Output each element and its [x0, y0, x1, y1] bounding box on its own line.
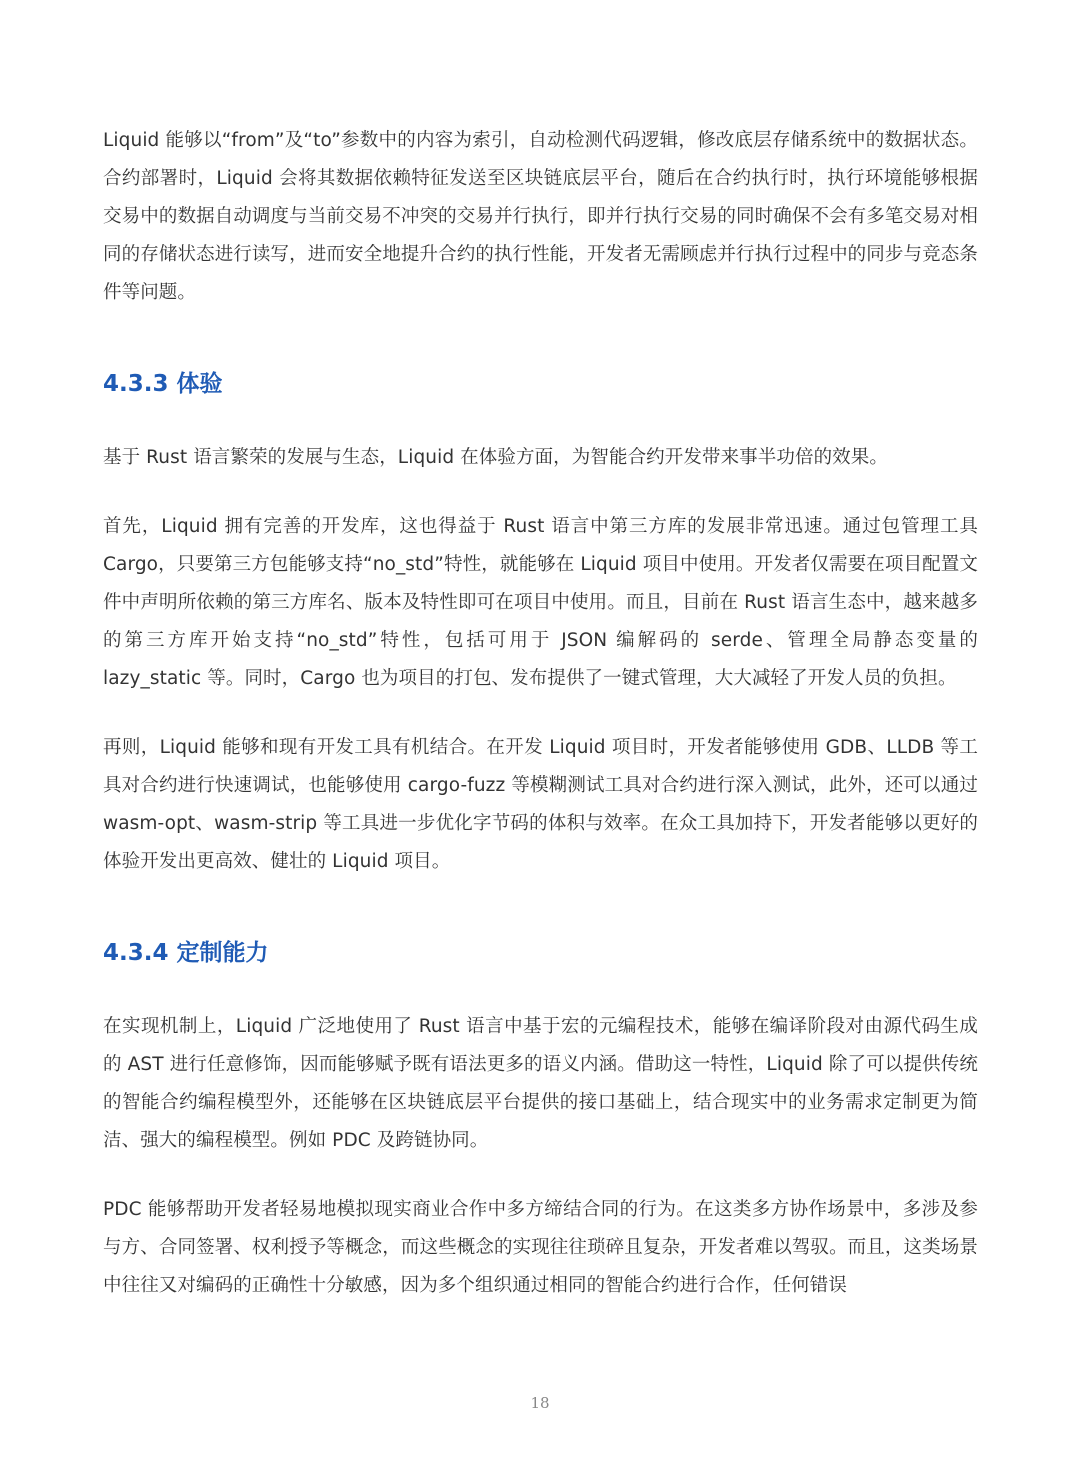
section-heading-4-3-4: 4.3.4 定制能力	[103, 940, 269, 966]
page-content	[103, 122, 978, 1305]
paragraph: PDC 能够帮助开发者轻易地模拟现实商业合作中多方缔结合同的行为。在这类多方协作场景中，多涉及参与方、合同签署、权利授予等概念，而这些概念的实现往往琐碎且复杂，开发者难以驾驭。而且，这类场景中往往又对编码的正确性十分敏感，因为多个组织通过相同的智能合约进行合作，任何错误	[103, 1199, 978, 1296]
paragraph: 在实现机制上，Liquid 广泛地使用了 Rust 语言中基于宏的元编程技术，能够在编译阶段对由源代码生成的 AST 进行任意修饰，因而能够赋予既有语法更多的语义内涵。借助这一特性，Liquid 除了可以提供传统的智能合约编程模型外，还能够在区块链底层平台提供的接口基础上，结合现实中的业务需求定制更为简洁、强大的编程模型。例如 PDC 及跨链协同。	[103, 1016, 978, 1151]
paragraph: 首先，Liquid 拥有完善的开发库，这也得益于 Rust 语言中第三方库的发展非常迅速。通过包管理工具 Cargo，只要第三方包能够支持“no_std”特性，就能够在 Liquid 项目中使用。开发者仅需要在项目配置文件中声明所依赖的第三方库名、版本及特性即可在项目中使用。而且，目前在 Rust 语言生态中，越来越多的第三方库开始支持“no_std”特性，包括可用于 JSON 编解码的 serde、管理全局静态变量的 lazy_static 等。同时，Cargo 也为项目的打包、发布提供了一键式管理，大大减轻了开发人员的负担。	[103, 516, 978, 689]
page-number: 18	[530, 1394, 550, 1412]
paragraph: 基于 Rust 语言繁荣的发展与生态，Liquid 在体验方面，为智能合约开发带来事半功倍的效果。	[103, 447, 888, 468]
section-heading-4-3-3: 4.3.3 体验	[103, 371, 223, 397]
paragraph: Liquid 能够以“from”及“to”参数中的内容为索引，自动检测代码逻辑，修改底层存储系统中的数据状态。合约部署时，Liquid 会将其数据依赖特征发送至区块链底层平台，随后在合约执行时，执行环境能够根据交易中的数据自动调度与当前交易不冲突的交易并行执行，即并行执行交易的同时确保不会有多笔交易对相同的存储状态进行读写，进而安全地提升合约的执行性能，开发者无需顾虑并行执行过程中的同步与竞态条件等问题。	[103, 130, 978, 303]
paragraph: 再则，Liquid 能够和现有开发工具有机结合。在开发 Liquid 项目时，开发者能够使用 GDB、LLDB 等工具对合约进行快速调试，也能够使用 cargo-fuzz 等模糊测试工具对合约进行深入测试，此外，还可以通过 wasm-opt、wasm-strip 等工具进一步优化字节码的体积与效率。在众工具加持下，开发者能够以更好的体验开发出更高效、健壮的 Liquid 项目。	[103, 737, 978, 872]
